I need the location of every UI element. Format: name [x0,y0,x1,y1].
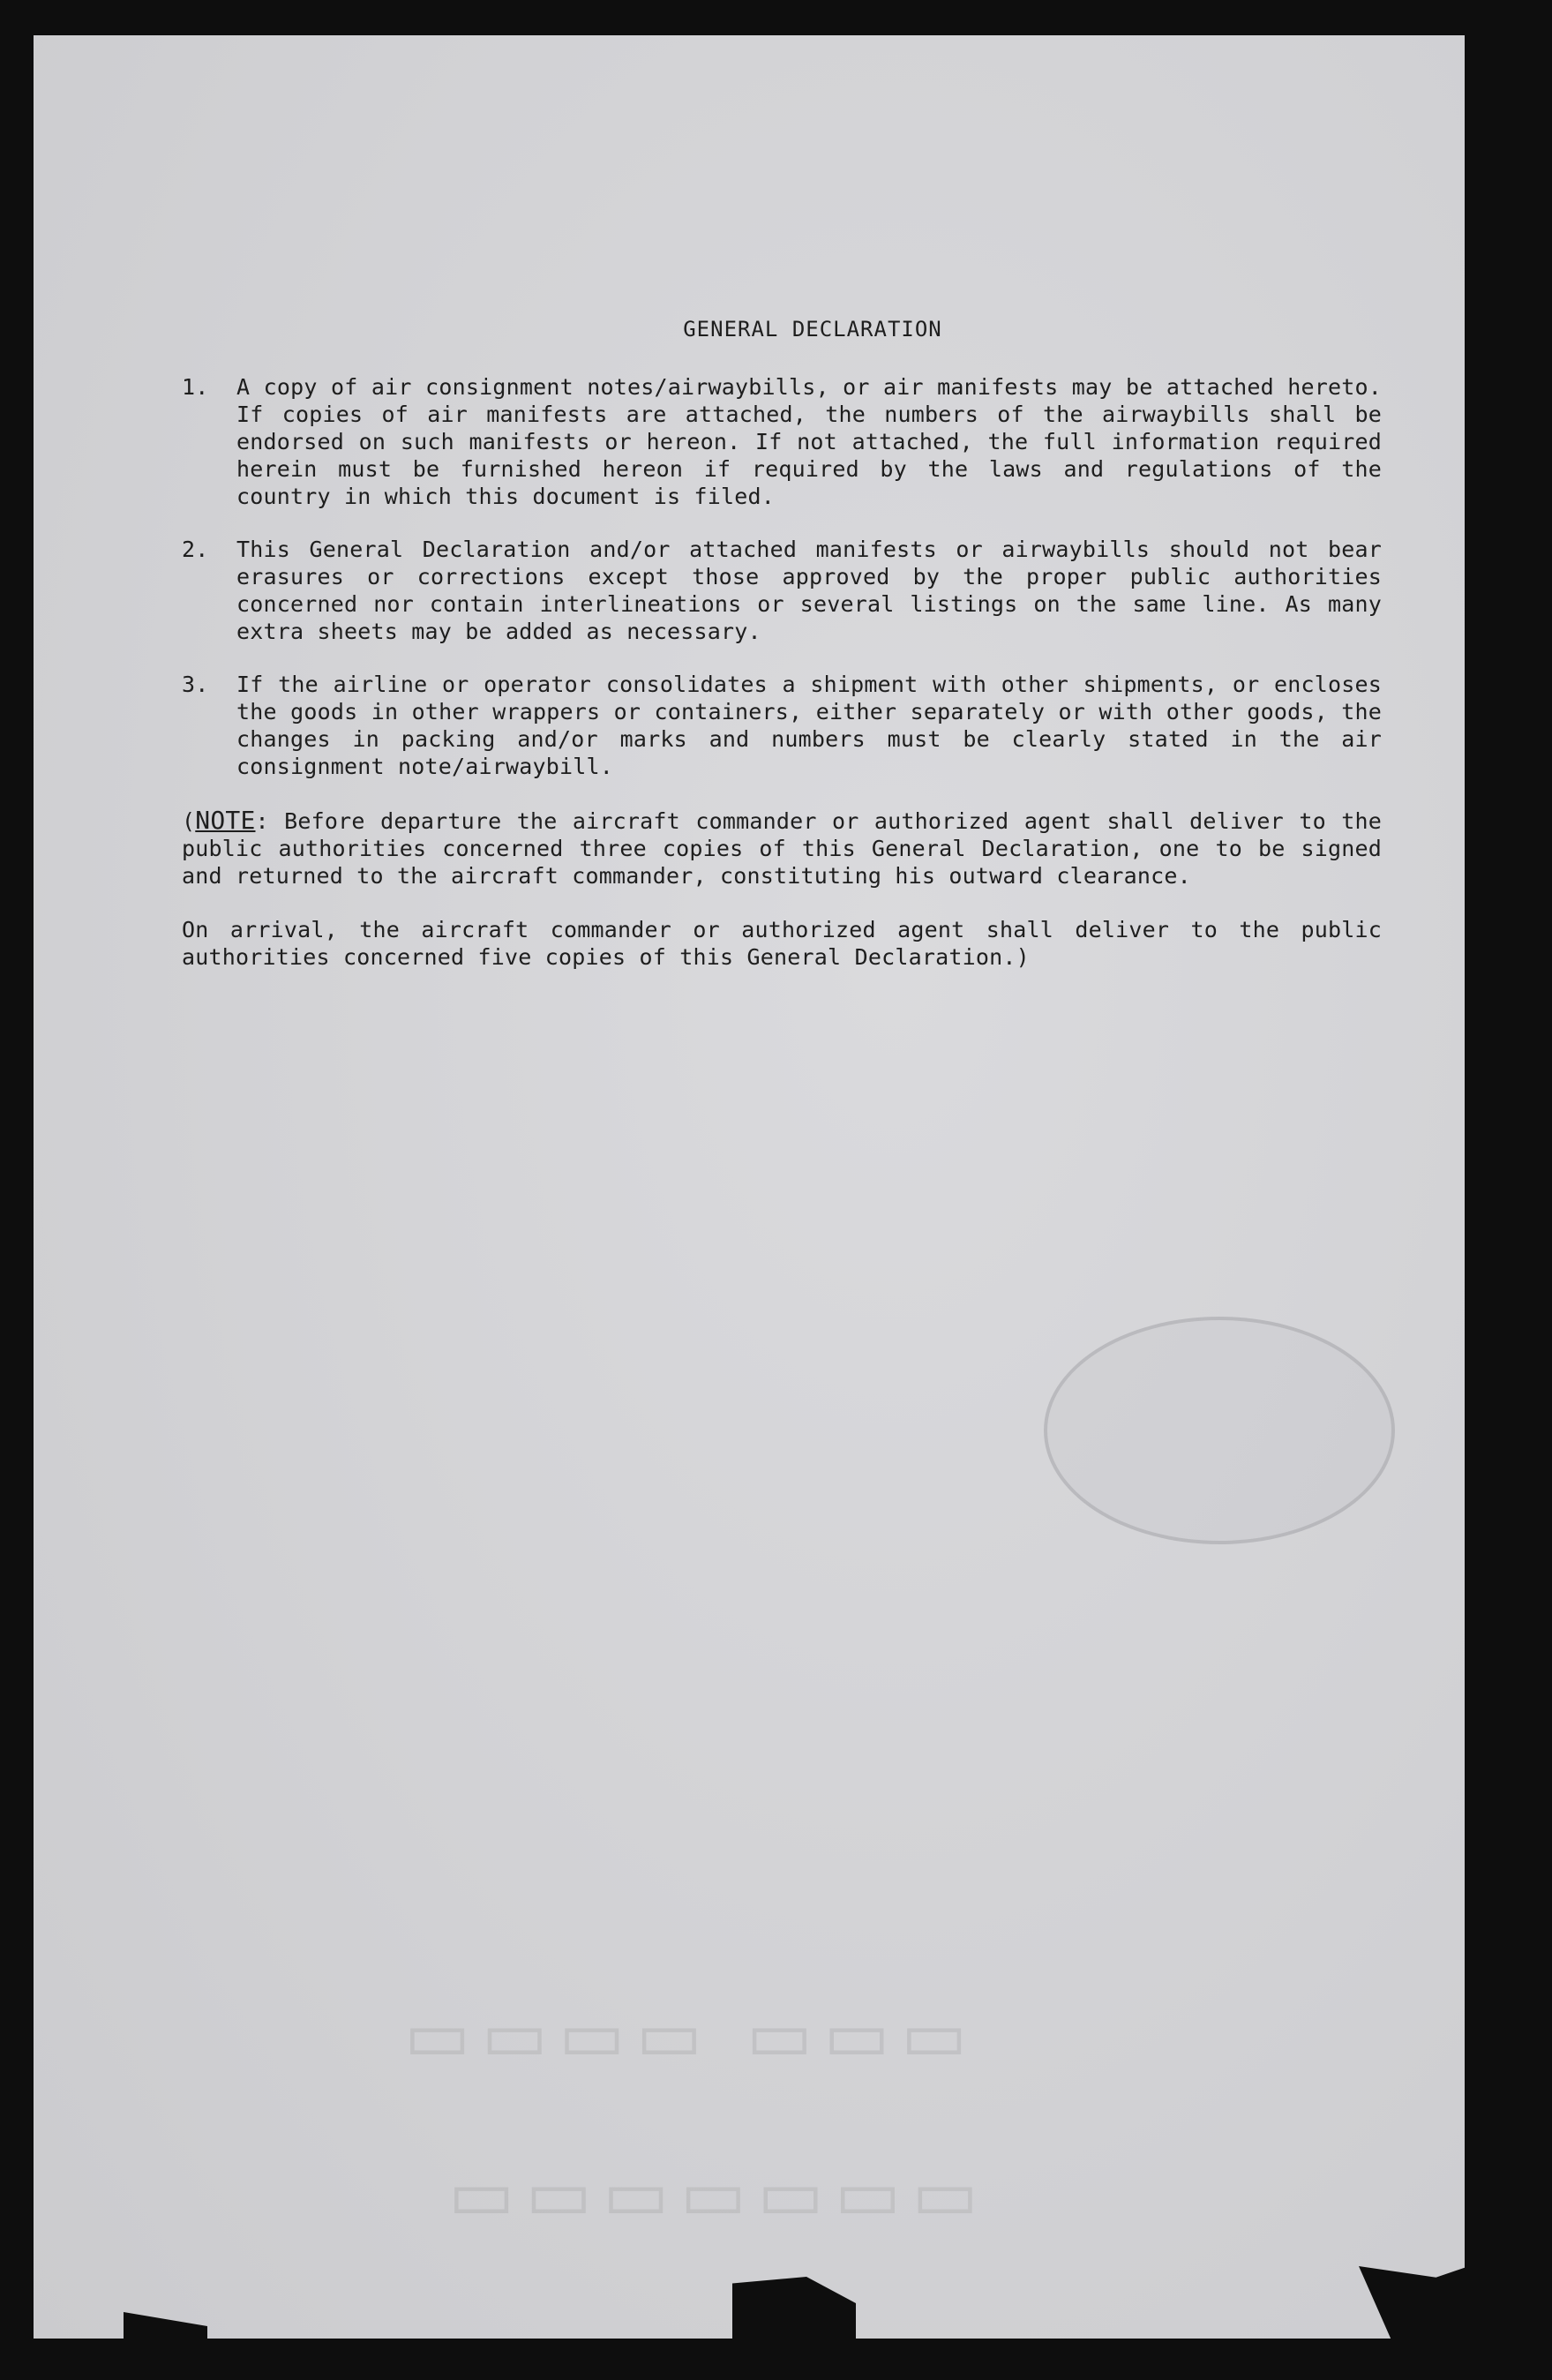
arrival-paragraph: On arrival, the aircraft commander or authorized agent shall deliver to the public authorities concerned five copies of this General Declaration.) [182,917,1382,970]
item-number: 2. [182,537,209,562]
note-open-paren: ( [182,808,196,834]
list-item [182,536,1382,645]
note-text: : Before departure the aircraft commander or authorized agent shall deliver to the public authorities concerned three copies of this General Declaration, one to be signed and returned to the aircraft commander, constituting his outward clearance. [182,808,1382,889]
faded-stamp [1044,1317,1395,1544]
list-item [182,373,1382,510]
item-text: If the airline or operator consolidates a shipment with other shipments, or encloses the goods in other wrappers or containers, either separately or with other goods, the changes in packing and/or marks and numbers must be clearly stated in the air consignment note/airwaybill. [236,672,1382,779]
bleed-through-mark: ▭▭▭▭▭▭▭ [448,2153,990,2235]
bleed-through-mark: ▭▭▭▭ ▭▭▭ [404,1994,978,2076]
document-page [34,35,1465,2339]
item-number: 1. [182,374,209,400]
item-text: This General Declaration and/or attached manifests or airwaybills should not bear erasures or corrections except those approved by the proper public authorities concerned nor contain interlineations or several listings on the same line. As many extra sheets may be added as necessary. [236,537,1382,644]
item-number: 3. [182,672,209,697]
item-text: A copy of air consignment notes/airwaybills, or air manifests may be attached hereto. If copies of air manifests are attached, the numbers of the airwaybills shall be endorsed on such manifests or hereon. If not attached, the full information required herein must be furnished hereon if required by the laws and regulations of the country in which this document is filed. [236,374,1382,509]
list-item [182,671,1382,780]
document-title: GENERAL DECLARATION [683,317,942,342]
declaration-text [182,316,1382,971]
note-paragraph [182,807,1382,890]
note-label: NOTE [195,806,256,835]
